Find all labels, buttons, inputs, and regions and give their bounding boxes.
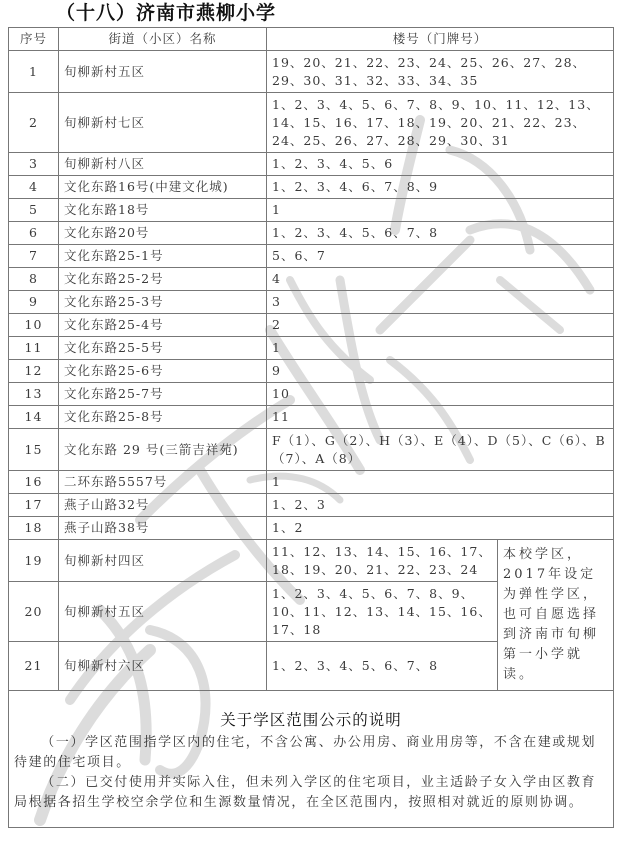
header-street: 街道（小区）名称: [59, 28, 267, 51]
row-seq: 19: [9, 540, 59, 582]
row-numbers: 2: [267, 314, 614, 337]
table-row: [9, 429, 614, 471]
row-numbers: 1、2、3、4、5、6、7、8、9、10、11、12、13、14、15、16、17、18、19、20、21、22、23、24、25、26、27、28、29、30、31: [267, 93, 614, 153]
table-row: [9, 517, 614, 540]
row-numbers: 4: [267, 268, 614, 291]
row-street: 文化东路25-3号: [59, 291, 267, 314]
row-street: 旬柳新村六区: [59, 642, 267, 691]
row-street: 文化东路20号: [59, 222, 267, 245]
row-street: 文化东路16号(中建文化城): [59, 176, 267, 199]
row-street: 文化东路25-2号: [59, 268, 267, 291]
row-seq: 5: [9, 199, 59, 222]
row-street: 文化东路 29 号(三箭吉祥苑): [59, 429, 267, 471]
table-row: [9, 471, 614, 494]
table-row: [9, 51, 614, 93]
row-seq: 14: [9, 406, 59, 429]
table-row: [9, 494, 614, 517]
row-seq: 3: [9, 153, 59, 176]
row-seq: 10: [9, 314, 59, 337]
table-row: [9, 245, 614, 268]
page-title: （十八）济南市燕柳小学: [56, 2, 277, 24]
row-street: 旬柳新村五区: [59, 51, 267, 93]
row-numbers: 1、2、3、4、5、6: [267, 153, 614, 176]
table-row: [9, 153, 614, 176]
row-street: 文化东路25-5号: [59, 337, 267, 360]
table-row: [9, 93, 614, 153]
row-seq: 9: [9, 291, 59, 314]
row-street: 旬柳新村五区: [59, 582, 267, 642]
table-row: [9, 540, 614, 582]
row-street: 文化东路25-6号: [59, 360, 267, 383]
row-seq: 21: [9, 642, 59, 691]
notes-row: [9, 691, 614, 828]
table-row: [9, 337, 614, 360]
row-seq: 8: [9, 268, 59, 291]
table-row: [9, 199, 614, 222]
row-numbers: 1: [267, 199, 614, 222]
table-header-row: [9, 28, 614, 51]
row-seq: 13: [9, 383, 59, 406]
row-seq: 12: [9, 360, 59, 383]
row-numbers: F（1）、G（2）、H（3）、E（4）、D（5）、C（6）、B（7）、A（8）: [267, 429, 614, 471]
row-numbers: 1、2、3: [267, 494, 614, 517]
row-seq: 20: [9, 582, 59, 642]
row-street: 旬柳新村七区: [59, 93, 267, 153]
row-street: 燕子山路32号: [59, 494, 267, 517]
row-numbers: 1: [267, 471, 614, 494]
row-seq: 7: [9, 245, 59, 268]
row-numbers: 1、2、3、4、5、6、7、8、9、10、11、12、13、14、15、16、17、18: [267, 582, 498, 642]
row-seq: 18: [9, 517, 59, 540]
row-street: 文化东路25-4号: [59, 314, 267, 337]
header-numbers: 楼号（门牌号）: [267, 28, 614, 51]
flex-district-note: 本校学区，2017年设定为弹性学区，也可自愿选择到济南市旬柳第一小学就读。: [498, 540, 614, 691]
table-row: [9, 360, 614, 383]
row-numbers: 3: [267, 291, 614, 314]
table-row: [9, 222, 614, 245]
row-seq: 6: [9, 222, 59, 245]
row-seq: 4: [9, 176, 59, 199]
table-row: [9, 383, 614, 406]
row-numbers: 1、2: [267, 517, 614, 540]
row-street: 旬柳新村八区: [59, 153, 267, 176]
row-numbers: 11、12、13、14、15、16、17、18、19、20、21、22、23、24: [267, 540, 498, 582]
row-numbers: 1、2、3、4、6、7、8、9: [267, 176, 614, 199]
row-numbers: 5、6、7: [267, 245, 614, 268]
row-street: 二环东路5557号: [59, 471, 267, 494]
school-district-table: [8, 27, 614, 828]
row-street: 文化东路18号: [59, 199, 267, 222]
row-street: 燕子山路38号: [59, 517, 267, 540]
row-numbers: 1: [267, 337, 614, 360]
row-seq: 17: [9, 494, 59, 517]
notes-title: 关于学区范围公示的说明: [220, 710, 402, 729]
row-seq: 11: [9, 337, 59, 360]
row-street: 旬柳新村四区: [59, 540, 267, 582]
table-row: [9, 268, 614, 291]
row-numbers: 9: [267, 360, 614, 383]
notes-section: [9, 691, 614, 828]
row-numbers: 19、20、21、22、23、24、25、26、27、28、29、30、31、32、33、34、35: [267, 51, 614, 93]
table-row: [9, 314, 614, 337]
row-seq: 2: [9, 93, 59, 153]
table-row: [9, 176, 614, 199]
row-seq: 15: [9, 429, 59, 471]
row-numbers: 1、2、3、4、5、6、7、8: [267, 642, 498, 691]
row-numbers: 10: [267, 383, 614, 406]
table-row: [9, 291, 614, 314]
table-row: [9, 406, 614, 429]
notes-paragraph-1: （一）学区范围指学区内的住宅，不含公寓、办公用房、商业用房等，不含在建或规划待建的住宅项目。: [14, 734, 597, 770]
row-seq: 1: [9, 51, 59, 93]
row-numbers: 11: [267, 406, 614, 429]
notes-paragraph-2: （二）已交付使用并实际入住，但未列入学区的住宅项目，业主适龄子女入学由区教育局根据各招生学校空余学位和生源数量情况，在全区范围内，按照相对就近的原则协调。: [14, 774, 597, 810]
header-seq: 序号: [9, 28, 59, 51]
row-street: 文化东路25-8号: [59, 406, 267, 429]
row-street: 文化东路25-1号: [59, 245, 267, 268]
row-seq: 16: [9, 471, 59, 494]
row-street: 文化东路25-7号: [59, 383, 267, 406]
row-numbers: 1、2、3、4、5、6、7、8: [267, 222, 614, 245]
